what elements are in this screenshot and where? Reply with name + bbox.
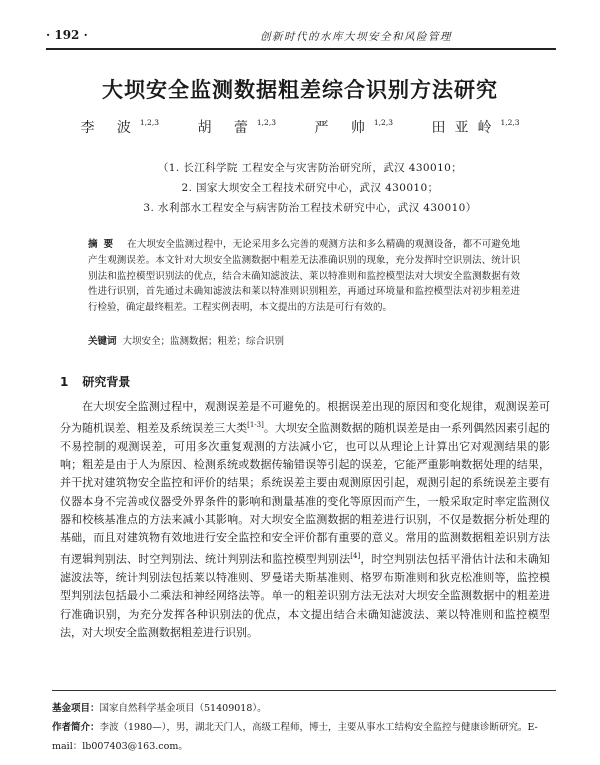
- footnotes: [52, 690, 556, 756]
- affiliation: 2. 国家大坝安全工程技术研究中心，武汉 430010；: [181, 182, 439, 194]
- author: 李 波$^{1,2,3}$: [80, 118, 159, 136]
- abstract-text: 在大坝安全监测过程中，无论采用多么完善的观测方法和多么精确的观测设备，都不可避免地产生观测误差。本文针对大坝安全监测数据中粗差无法准确识别的现象，充分发挥时空识别法、统计识别法和监控模型识别法的优点，结合未确知滤波法、莱以特准则和监控模型法对大坝安全监测数据有效性进行识别，首先通过未确知滤波法和莱以特准则识别粗差，再通过环境量和监控模型法对初步粗差进行检验，确定最终粗差。工程实例表明，本文提出的方法是可行有效的。: [88, 239, 520, 314]
- section-number: 1: [60, 375, 69, 389]
- affiliations: [100, 158, 520, 218]
- affiliation: 3. 水利部水工程安全与病害防治工程技术研究中心，武汉 430010）: [143, 202, 477, 214]
- paper-title: 大坝安全监测数据粗差综合识别方法研究: [102, 78, 498, 102]
- citation: [1-3]: [247, 421, 264, 430]
- keywords-text: 大坝安全；监测数据；粗差；综合识别: [122, 336, 285, 347]
- section-title: 研究背景: [82, 375, 131, 389]
- author: 田亚岭$^{1,2,3}$: [431, 118, 520, 136]
- journal-title: 创新时代的水库大坝安全和风险管理: [260, 31, 452, 43]
- author-bio-footnote: 作者简介：李波（1980—），男，湖北天门人，高级工程师，博士，主要从事水工结构安全监控与健康诊断研究。E-mail：lb007403@163.com。: [52, 722, 538, 752]
- citation: [4]: [350, 552, 361, 561]
- page-number: · 192 ·: [46, 28, 88, 42]
- fund-footnote: 基金项目：国家自然科学基金项目（51409018）。: [52, 703, 267, 714]
- abstract-label: 摘要: [88, 239, 120, 250]
- abstract: [88, 237, 520, 316]
- running-header: [46, 26, 556, 50]
- affiliation: （1. 长江科学院 工程安全与灾害防治研究所，武汉 430010；: [157, 162, 463, 174]
- keywords: [88, 333, 520, 347]
- body-paragraph: 在大坝安全监测过程中，观测误差是不可避免的。根据误差出现的原因和变化规律，观测误差可分为随机误差、粗差及系统误差三大类[1-3]。大坝安全监测数据的随机误差是由一系列偶然因素引起的不易控制的观测误差，可用多次重复观测的方法减小它，也可以从理论上计算出它对观测结果的影响；粗差是由于人为原因、检测系统或数据传输错误等引起的误差，它能严重影响数据处理的结果，并干扰对建筑物安全监控和评价的结果；系统误差主要由观测原因引起，观测引起的系统误差主要有仪器本身不完善或仪器受外界条件的影响和测量基准的变化等原因而产生，一般采取定时率定监测仪器和校核基准点的方法来减小其影响。对大坝安全监测数据的粗差进行识别，不仅是数据分析处理的基础，而且对建筑物有效地进行安全监控和安全评价都有重要的意义。常用的监测数据粗差识别方法有逻辑判别法、时空判别法、统计判别法和监控模型判别法[4]，时空判别法包括平滑估计法和未确知滤波法等，统计判别法包括莱以特准则、罗曼诺夫斯基准则、格罗布斯准则和狄克松准则等，监控模型判别法包括最小二乘法和神经网络法等。单一的粗差识别方法无法对大坝安全监测数据中的粗差进行准确识别，为充分发挥各种识别法的优点，本文提出结合未确知滤波法、莱以特准则和监控模型法，对大坝安全监测数据粗差进行识别。: [60, 400, 551, 639]
- author-list: [40, 117, 560, 137]
- author: 严 帅$^{1,2,3}$: [314, 118, 393, 136]
- keywords-label: 关键词: [88, 336, 117, 347]
- author: 胡 蕾$^{1,2,3}$: [197, 118, 276, 136]
- section-heading: [60, 373, 130, 390]
